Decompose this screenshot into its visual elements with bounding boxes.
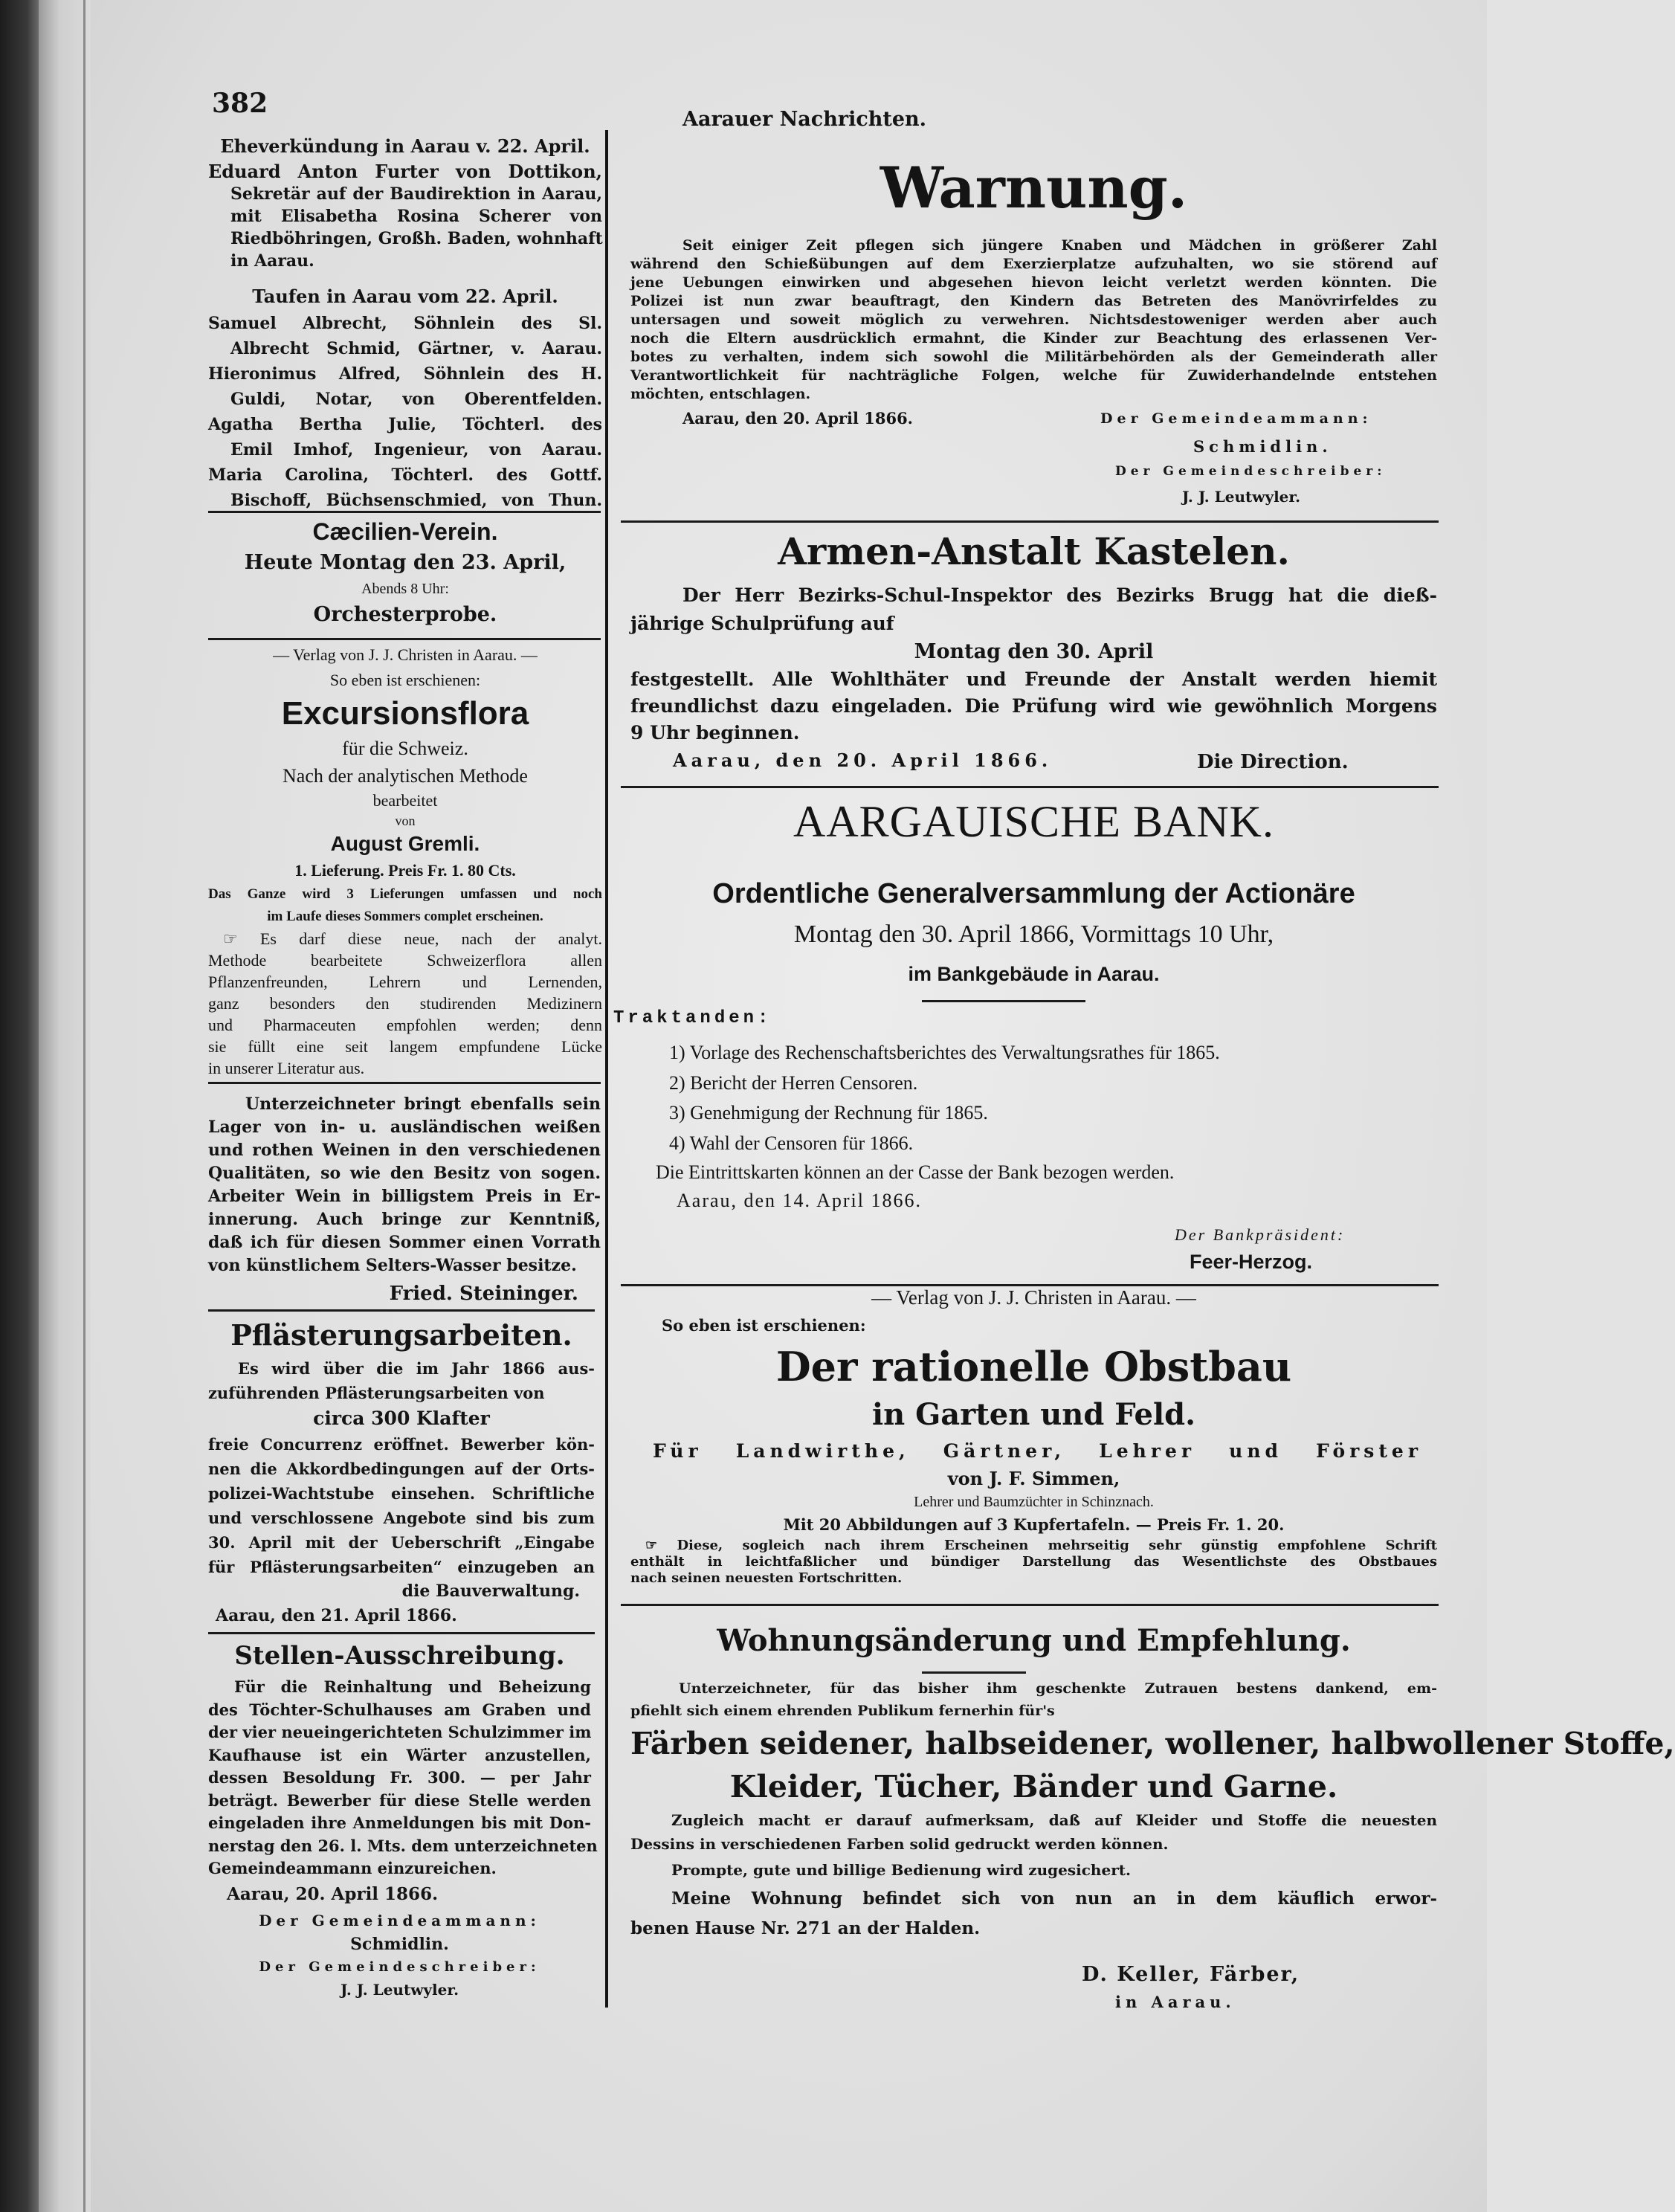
- wohnung-line: Zugleich macht er darauf aufmerksam, daß auf Kleider und Stoffe die neuesten: [671, 1811, 1437, 1829]
- armen-line: Der Herr Bezirks-Schul-Inspektor des Bezirks Brugg hat die dieß-: [682, 584, 1437, 606]
- divider: [208, 511, 601, 513]
- mayor-signature: Schmidlin.: [1193, 437, 1332, 456]
- book-author: von J. F. Simmen,: [947, 1468, 1120, 1489]
- paving-line: und verschlossene Angebote sind bis zum: [208, 1509, 595, 1527]
- book-description: nach seinen neuesten Fortschritten.: [630, 1570, 903, 1586]
- armen-signature: Die Direction.: [1197, 751, 1349, 773]
- job-posting: [208, 1636, 598, 2001]
- caecilien-date: Heute Montag den 23. April,: [244, 551, 567, 574]
- mayor-label: Der Gemeindeammann:: [1100, 410, 1372, 427]
- baptism-line: Albrecht Schmid, Gärtner, v. Aarau.: [230, 339, 602, 358]
- book-description: und Pharmaceuten empfohlen werden; denn: [208, 1016, 602, 1034]
- wohnung-notice: [630, 1615, 1437, 1667]
- job-line: des Töchter-Schulhauses am Graben und: [208, 1700, 591, 1719]
- divider: [621, 1604, 1439, 1606]
- agenda-list: [669, 1038, 1413, 1158]
- wine-line: von künstlichem Selters-Wasser besitze.: [208, 1256, 577, 1275]
- warning-line: jene Uebungen einwirken und abgesehen hievon leicht verletzt werden könnten. Die: [630, 274, 1437, 291]
- caecilien-notice: [208, 515, 602, 630]
- book-audience: Für Landwirthe, Gärtner, Lehrer und Förster: [653, 1440, 1422, 1462]
- marriage-line: Eduard Anton Furter von Dottikon,: [208, 161, 602, 182]
- divider: [208, 1082, 601, 1084]
- armen-line: 9 Uhr beginnen.: [630, 722, 800, 744]
- bank-tickets: Die Eintrittskarten können an der Casse der Bank bezogen werden.: [656, 1161, 1175, 1183]
- book-subtitle: in Garten und Feld.: [871, 1397, 1196, 1432]
- published-line: So eben ist erschienen:: [329, 671, 481, 689]
- baptism-line: Samuel Albrecht, Söhnlein des Sl.: [208, 314, 602, 333]
- bank-date: Aarau, den 14. April 1866.: [677, 1190, 923, 1211]
- wohnung-address: Meine Wohnung befindet sich von nun an in dem käuflich erwor-: [671, 1889, 1437, 1909]
- caecilien-title: Cæcilien-Verein.: [312, 518, 498, 545]
- armen-line: festgestellt. Alle Wohlthäter und Freunde der Anstalt werden hiemit: [630, 668, 1437, 690]
- bank-meeting-time: Montag den 30. April 1866, Vormittags 10 Uhr,: [793, 920, 1274, 948]
- book-note: Das Ganze wird 3 Lieferungen umfassen und noch: [208, 886, 602, 902]
- baptisms-notice: [208, 283, 602, 513]
- paving-notice: [208, 1315, 595, 1628]
- page-number: 382: [212, 88, 268, 119]
- book-author: August Gremli.: [330, 832, 480, 855]
- paving-line: polizei-Wachtstube einsehen. Schriftliche: [208, 1484, 595, 1503]
- paving-line: nen die Akkordbedingungen auf der Orts-: [208, 1460, 595, 1478]
- warning-line: noch die Eltern ausdrücklich ermahnt, die Kinder zur Beachtung des erlassenen Ver-: [630, 330, 1437, 346]
- book-title: Der rationelle Obstbau: [775, 1343, 1292, 1390]
- baptisms-heading: Taufen in Aarau vom 22. April.: [252, 286, 558, 307]
- job-line: Gemeindeammann einzureichen.: [208, 1859, 497, 1877]
- wohnung-body: [630, 1677, 1675, 1944]
- job-date: Aarau, 20. April 1866.: [227, 1883, 439, 1904]
- book-author-role: Lehrer und Baumzüchter in Schinznach.: [914, 1494, 1154, 1510]
- column-divider: [605, 130, 608, 2008]
- paving-line: freie Concurrenz eröffnet. Bewerber kön-: [208, 1435, 595, 1454]
- wine-line: Lager von in- u. ausländischen weißen: [208, 1118, 601, 1137]
- book-description: ☞ Diese, sogleich nach ihrem Erscheinen mehrseitig sehr günstig empfohlene Schrift: [645, 1538, 1437, 1553]
- excursionsflora-ad: [208, 642, 602, 1079]
- agenda-label: Traktanden:: [613, 1008, 772, 1028]
- job-line: Für die Reinhaltung und Beheizung: [234, 1677, 591, 1696]
- divider: [208, 638, 601, 640]
- baptism-line: Hieronimus Alfred, Söhnlein des H.: [208, 364, 602, 384]
- armen-date: Aarau, den 20. April 1866.: [673, 749, 1053, 771]
- mayor-label: Der Gemeindeammann:: [259, 1911, 540, 1929]
- warning-line: Polizei ist nun zwar beauftragt, den Kindern das Betreten des Manövrirfeldes zu: [630, 293, 1437, 309]
- baptism-line: Emil Imhof, Ingenieur, von Aarau.: [230, 440, 602, 460]
- caecilien-time: Abends 8 Uhr:: [361, 581, 449, 597]
- warning-line: Verantwortlichkeit für nachträgliche Folgen, welche für Zuwiderhandelnde entstehen: [630, 367, 1437, 384]
- job-line: der vier neueingerichteten Schulzimmer im: [208, 1723, 592, 1741]
- armen-exam-date: Montag den 30. April: [914, 640, 1154, 663]
- book-edited: bearbeitet: [372, 791, 438, 810]
- book-description: Methode bearbeitete Schweizerflora allen: [208, 951, 602, 970]
- job-line: dessen Besoldung Fr. 300. — per Jahr: [208, 1768, 591, 1787]
- armen-line: jährige Schulprüfung auf: [630, 613, 894, 634]
- baptism-line: Bischoff, Büchsenschmied, von Thun.: [230, 491, 602, 510]
- clerk-label: Der Gemeindeschreiber:: [259, 1958, 540, 1975]
- caecilien-event: Orchesterprobe.: [313, 603, 497, 626]
- job-line: Kaufhause ist ein Wärter anzustellen,: [208, 1745, 591, 1764]
- warning-title: Warnung.: [880, 155, 1188, 221]
- baptism-line: Agatha Bertha Julie, Töchterl. des: [208, 415, 602, 434]
- paving-line: zuführenden Pflästerungsarbeiten von: [208, 1384, 545, 1402]
- marriage-line: Sekretär auf der Baudirektion in Aarau,: [230, 184, 602, 204]
- wohnung-title: Wohnungsänderung und Empfehlung.: [717, 1623, 1351, 1658]
- book-description: in unserer Literatur aus.: [208, 1059, 365, 1077]
- wohnung-services: Kleider, Tücher, Bänder und Garne.: [729, 1769, 1338, 1805]
- bank-title: AARGAUISCHE BANK.: [793, 797, 1275, 846]
- running-title: Aarauer Nachrichten.: [682, 108, 927, 131]
- wine-line: daß ich für diesen Sommer einen Vorrath: [208, 1233, 601, 1252]
- book-method: Nach der analytischen Methode: [283, 765, 528, 787]
- agenda-item: 3) Genehmigung der Rechnung für 1865.: [669, 1102, 988, 1123]
- clerk-label: Der Gemeindeschreiber:: [1115, 464, 1387, 479]
- warning-line: möchten, entschlagen.: [630, 386, 811, 402]
- clerk-signature: J. J. Leutwyler.: [340, 1980, 459, 1999]
- publisher-line: — Verlag von J. J. Christen in Aarau. —: [871, 1286, 1196, 1309]
- published-line: So eben ist erschienen:: [662, 1316, 866, 1335]
- bank-president-signature: Feer-Herzog.: [1190, 1251, 1313, 1273]
- warning-line: Seit einiger Zeit pflegen sich jüngere Knaben und Mädchen in größerer Zahl: [682, 237, 1437, 254]
- wohnung-address: benen Hause Nr. 271 an der Halden.: [630, 1918, 981, 1938]
- bank-notice: [630, 790, 1437, 995]
- obstbau-ad: [630, 1283, 1437, 1587]
- baptism-line: Guldi, Notar, von Oberentfelden.: [230, 390, 602, 409]
- divider: [621, 786, 1439, 788]
- warning-date: Aarau, den 20. April 1866.: [682, 409, 913, 428]
- publisher-line: — Verlag von J. J. Christen in Aarau. —: [273, 645, 538, 664]
- agenda-item: 2) Bericht der Herren Censoren.: [669, 1071, 918, 1094]
- marriage-heading: Eheverkündung in Aarau v. 22. April.: [220, 135, 590, 157]
- armen-anstalt-notice: [630, 522, 1437, 747]
- wine-line: Unterzeichneter bringt ebenfalls sein: [245, 1094, 601, 1114]
- wine-line: Qualitäten, so wie den Besitz von sogen.: [208, 1164, 601, 1183]
- marriage-line: Riedböhringen, Großh. Baden, wohnhaft: [230, 229, 603, 248]
- wine-line: Arbeiter Wein in billigstem Preis in Er-: [208, 1187, 601, 1206]
- baptism-line: Maria Carolina, Töchterl. des Gottf.: [208, 465, 602, 485]
- agenda-item: 1) Vorlage des Rechenschaftsberichtes des Verwaltungsrathes für 1865.: [669, 1042, 1220, 1063]
- wohnung-signature: D. Keller, Färber,: [1082, 1963, 1300, 1986]
- job-title: Stellen-Ausschreibung.: [234, 1641, 565, 1671]
- paving-line: 30. April mit der Ueberschrift „Eingabe: [208, 1533, 595, 1552]
- wohnung-service-note: Prompte, gute und billige Bedienung wird zugesichert.: [671, 1861, 1131, 1879]
- armen-line: freundlichst dazu eingeladen. Die Prüfung wird wie gewöhnlich Morgens: [630, 695, 1437, 717]
- paving-line: Es wird über die im Jahr 1866 aus-: [238, 1359, 595, 1378]
- clerk-signature: J. J. Leutwyler.: [1182, 488, 1301, 506]
- book-description: ganz besonders den studirenden Medizinern: [208, 994, 602, 1013]
- wine-ad: [208, 1093, 601, 1310]
- wohnung-intro: Unterzeichneter, für das bisher ihm geschenkte Zutrauen bestens dankend, em-: [679, 1680, 1437, 1697]
- job-line: beträgt. Bewerber für diese Stelle werden: [208, 1790, 591, 1810]
- marriage-notice: [208, 132, 602, 272]
- marriage-line: mit Elisabetha Rosina Scherer von: [230, 207, 602, 226]
- paving-title: Pflästerungsarbeiten.: [230, 1318, 572, 1352]
- book-description: sie füllt eine seit langem empfundene Lücke: [208, 1037, 602, 1056]
- wohnung-location: in Aarau.: [1115, 1993, 1236, 2011]
- wohnung-line: Dessins in verschiedenen Farben solid gedruckt werden können.: [630, 1835, 1169, 1853]
- mayor-signature: Schmidlin.: [350, 1934, 449, 1954]
- divider: [922, 1671, 1026, 1674]
- book-by: von: [395, 813, 416, 828]
- job-line: eingeladen ihre Anmeldungen bis mit Don-: [208, 1813, 591, 1832]
- warning-line: untersagen und soweit möglich zu verwehren. Nichtsdestoweniger werden aber auch: [630, 312, 1437, 328]
- bank-president-label: Der Bankpräsident:: [1175, 1225, 1346, 1244]
- paving-line: für Pflästerungsarbeiten“ einzugeben an: [208, 1558, 595, 1576]
- wohnung-services: Färben seidener, halbseidener, wollener, halbwollener Stoffe,: [630, 1726, 1675, 1761]
- warning-notice: [630, 140, 1437, 404]
- book-description: Pflanzenfreunden, Lehrern und Lernenden,: [208, 973, 602, 991]
- book-description: enthält in leichtfaßlicher und bündiger Darstellung das Wesentlichste des Obstbaues: [630, 1554, 1437, 1570]
- wine-line: und rothen Weinen in den verschiedenen: [208, 1141, 601, 1160]
- gutter-line: [83, 0, 85, 2212]
- divider: [208, 1632, 595, 1634]
- paving-addressee: die Bauverwaltung.: [401, 1581, 580, 1601]
- book-note: im Laufe dieses Sommers complet erscheinen.: [267, 909, 543, 924]
- book-subtitle: für die Schweiz.: [342, 738, 468, 759]
- paving-amount: circa 300 Klafter: [313, 1408, 490, 1429]
- wine-line: innerung. Auch bringe zur Kenntniß,: [208, 1210, 601, 1229]
- marriage-line: in Aarau.: [230, 251, 314, 271]
- book-price: Mit 20 Abbildungen auf 3 Kupfertafeln. — Preis Fr. 1. 20.: [783, 1515, 1285, 1534]
- bank-meeting-place: im Bankgebäude in Aarau.: [908, 963, 1160, 985]
- warning-line: während den Schießübungen auf dem Exerzierplatze aufzuhalten, wo sie störend auf: [630, 256, 1437, 272]
- warning-line: botes zu verhalten, indem sich sowohl die Militärbehörden als der Gemeinderath aller: [630, 349, 1437, 365]
- wohnung-intro: pfiehlt sich einem ehrenden Publikum fernerhin für's: [630, 1703, 1055, 1719]
- armen-title: Armen-Anstalt Kastelen.: [778, 529, 1290, 573]
- book-description: ☞ Es darf diese neue, nach der analyt.: [223, 929, 602, 948]
- book-binding-edge: [0, 0, 39, 2212]
- paving-date: Aarau, den 21. April 1866.: [216, 1606, 457, 1625]
- job-line: nerstag den 26. l. Mts. dem unterzeichneten: [208, 1836, 598, 1855]
- bank-subtitle: Ordentliche Generalversammlung der Actionäre: [712, 878, 1355, 909]
- divider: [922, 1000, 1085, 1002]
- wine-signature: Fried. Steininger.: [389, 1283, 578, 1305]
- divider: [208, 1309, 595, 1312]
- agenda-item: 4) Wahl der Censoren für 1866.: [669, 1132, 914, 1154]
- book-title: Excursionsflora: [281, 695, 529, 732]
- book-price: 1. Lieferung. Preis Fr. 1. 80 Cts.: [294, 861, 516, 880]
